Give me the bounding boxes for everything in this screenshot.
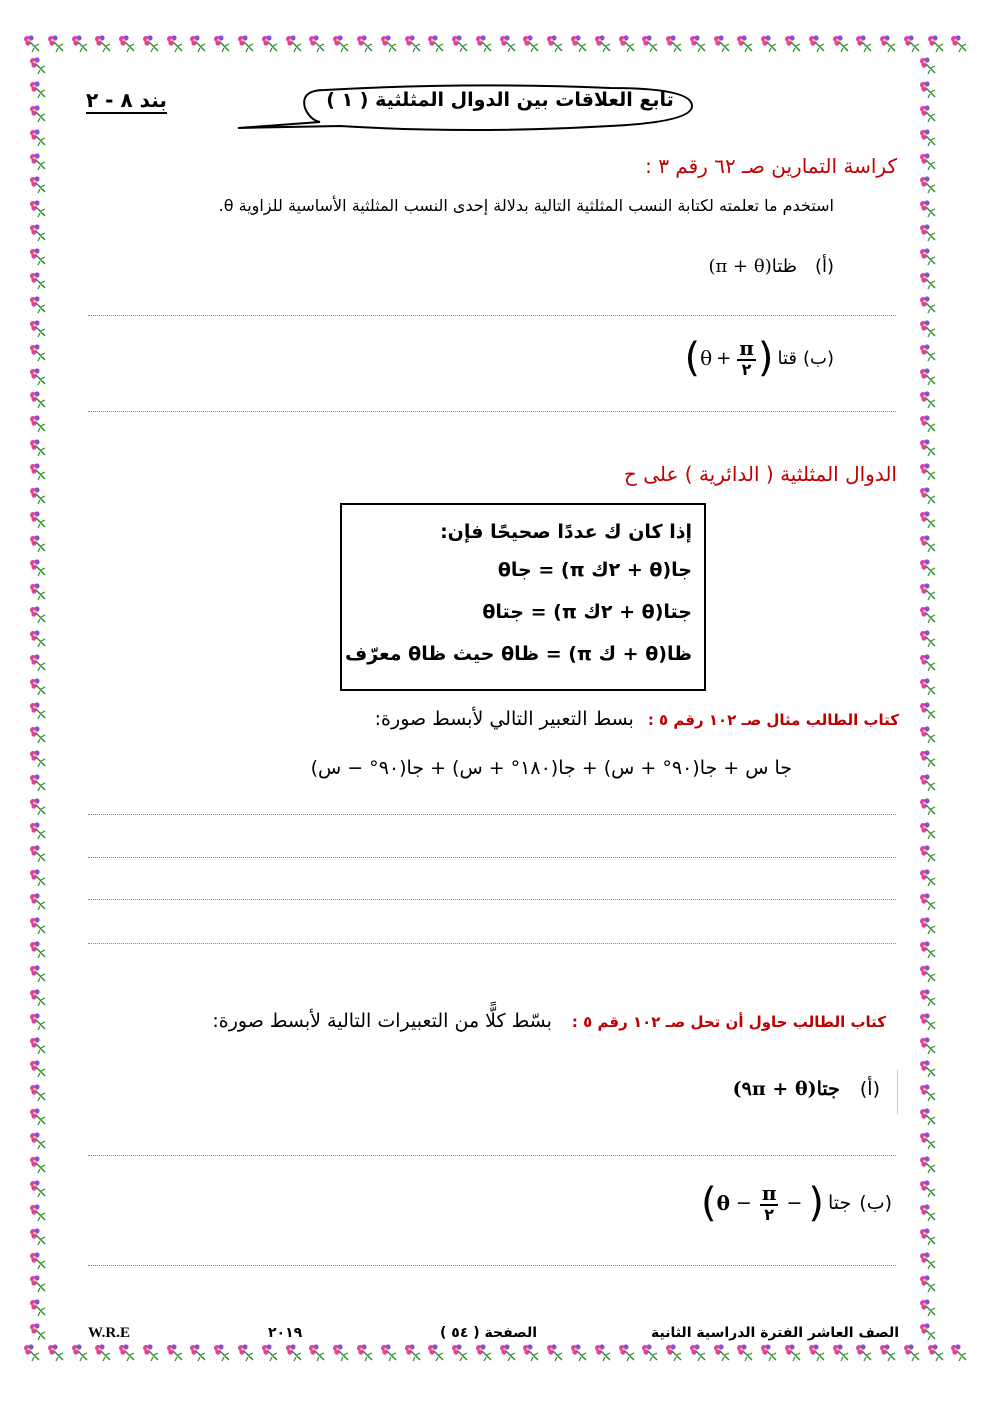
- flower-ornament-icon: [918, 1012, 938, 1032]
- flower-ornament-icon: [521, 34, 541, 54]
- flower-ornament-icon: [918, 797, 938, 817]
- flower-ornament-icon: [403, 34, 423, 54]
- flower-ornament-icon: [28, 964, 48, 984]
- answer-line: [88, 943, 896, 944]
- flower-ornament-icon: [28, 1036, 48, 1056]
- identity-line: إذا كان ك عددًا صحيحًا فإن:: [440, 521, 692, 543]
- page-border-left: [28, 56, 50, 1343]
- flower-ornament-icon: [28, 988, 48, 1008]
- flower-ornament-icon: [918, 725, 938, 745]
- flower-ornament-icon: [28, 605, 48, 625]
- item-a-label: (أ): [814, 256, 834, 277]
- flower-ornament-icon: [212, 34, 232, 54]
- flower-ornament-icon: [918, 271, 938, 291]
- flower-ornament-icon: [28, 175, 48, 195]
- page-border-bottom: [22, 1343, 970, 1365]
- example-instruction: بسط التعبير التالي لأبسط صورة:: [374, 708, 634, 730]
- flower-ornament-icon: [759, 1343, 779, 1363]
- flower-ornament-icon: [28, 390, 48, 410]
- flower-ornament-icon: [918, 343, 938, 363]
- flower-ornament-icon: [70, 34, 90, 54]
- flower-ornament-icon: [28, 1227, 48, 1247]
- flower-ornament-icon: [28, 1274, 48, 1294]
- flower-ornament-icon: [28, 940, 48, 960]
- flower-ornament-icon: [854, 34, 874, 54]
- flower-ornament-icon: [28, 558, 48, 578]
- flower-ornament-icon: [918, 1083, 938, 1103]
- try-item-a-expression: جتا(θ + ٩π): [732, 1078, 840, 1100]
- flower-ornament-icon: [918, 605, 938, 625]
- flower-ornament-icon: [949, 1343, 969, 1363]
- flower-ornament-icon: [28, 1083, 48, 1103]
- flower-ornament-icon: [93, 1343, 113, 1363]
- flower-ornament-icon: [117, 34, 137, 54]
- flower-ornament-icon: [918, 56, 938, 76]
- flower-ornament-icon: [498, 34, 518, 54]
- flower-ornament-icon: [831, 1343, 851, 1363]
- flower-ornament-icon: [236, 34, 256, 54]
- identity-line: جتا(θ + ٢ك π) = جتاθ: [482, 601, 692, 623]
- flower-ornament-icon: [918, 104, 938, 124]
- answer-line: [88, 315, 896, 316]
- page-border-top: [22, 34, 970, 56]
- item-a-expression: ظتا(π + θ): [708, 256, 797, 277]
- flower-ornament-icon: [28, 1155, 48, 1175]
- footer-page: الصفحة ( ٥٤ ): [440, 1325, 538, 1341]
- flower-ornament-icon: [918, 1179, 938, 1199]
- flower-ornament-icon: [735, 34, 755, 54]
- flower-ornament-icon: [918, 1274, 938, 1294]
- flower-ornament-icon: [854, 1343, 874, 1363]
- flower-ornament-icon: [117, 1343, 137, 1363]
- flower-ornament-icon: [617, 1343, 637, 1363]
- flower-ornament-icon: [28, 1203, 48, 1223]
- flower-ornament-icon: [28, 773, 48, 793]
- flower-ornament-icon: [28, 701, 48, 721]
- flower-ornament-icon: [949, 34, 969, 54]
- margin-mark: [897, 1070, 898, 1114]
- flower-ornament-icon: [918, 964, 938, 984]
- fraction: $\frac{\pi}{٢}$: [739, 336, 754, 379]
- flower-ornament-icon: [28, 271, 48, 291]
- flower-ornament-icon: [28, 1059, 48, 1079]
- answer-line: [88, 899, 896, 900]
- flower-ornament-icon: [450, 34, 470, 54]
- flower-ornament-icon: [569, 1343, 589, 1363]
- flower-ornament-icon: [426, 1343, 446, 1363]
- flower-ornament-icon: [260, 34, 280, 54]
- example-row: [375, 708, 899, 730]
- flower-ornament-icon: [188, 34, 208, 54]
- flower-ornament-icon: [331, 34, 351, 54]
- flower-ornament-icon: [28, 1107, 48, 1127]
- flower-ornament-icon: [918, 319, 938, 339]
- example-source: كتاب الطالب مثال صـ ١٠٢ رقم ٥ :: [647, 711, 899, 729]
- flower-ornament-icon: [918, 844, 938, 864]
- flower-ornament-icon: [307, 1343, 327, 1363]
- flower-ornament-icon: [28, 916, 48, 936]
- flower-ornament-icon: [918, 438, 938, 458]
- flower-ornament-icon: [28, 1012, 48, 1032]
- flower-ornament-icon: [735, 1343, 755, 1363]
- flower-ornament-icon: [831, 34, 851, 54]
- flower-ornament-icon: [918, 892, 938, 912]
- flower-ornament-icon: [918, 1298, 938, 1318]
- flower-ornament-icon: [355, 34, 375, 54]
- flower-ornament-icon: [918, 128, 938, 148]
- flower-ornament-icon: [664, 34, 684, 54]
- answer-line: [88, 814, 896, 815]
- flower-ornament-icon: [28, 653, 48, 673]
- flower-ornament-icon: [926, 1343, 946, 1363]
- workbook-item-a: [708, 256, 834, 277]
- flower-ornament-icon: [918, 582, 938, 602]
- flower-ornament-icon: [260, 1343, 280, 1363]
- flower-ornament-icon: [28, 797, 48, 817]
- flower-ornament-icon: [22, 34, 42, 54]
- flower-ornament-icon: [918, 940, 938, 960]
- answer-line: [88, 857, 896, 858]
- flower-ornament-icon: [498, 1343, 518, 1363]
- answer-line: [88, 1155, 896, 1156]
- flower-ornament-icon: [902, 34, 922, 54]
- flower-ornament-icon: [918, 462, 938, 482]
- page-border-right: [918, 56, 940, 1343]
- flower-ornament-icon: [28, 56, 48, 76]
- flower-ornament-icon: [918, 1227, 938, 1247]
- flower-ornament-icon: [918, 821, 938, 841]
- flower-ornament-icon: [28, 414, 48, 434]
- flower-ornament-icon: [28, 821, 48, 841]
- item-b-expression: ( θ + $\frac{\pi}{٢}$ ) قتا: [684, 335, 797, 381]
- flower-ornament-icon: [28, 749, 48, 769]
- flower-ornament-icon: [28, 1131, 48, 1151]
- flower-ornament-icon: [918, 868, 938, 888]
- flower-ornament-icon: [918, 1059, 938, 1079]
- example-expression: جا س + جا(٩٠° + س) + جا(١٨٠° + س) + جا(٩٠° − س): [310, 757, 792, 779]
- flower-ornament-icon: [236, 1343, 256, 1363]
- flower-ornament-icon: [918, 916, 938, 936]
- answer-line: [88, 1265, 896, 1266]
- flower-ornament-icon: [640, 1343, 660, 1363]
- flower-ornament-icon: [28, 725, 48, 745]
- flower-ornament-icon: [28, 462, 48, 482]
- flower-ornament-icon: [28, 1322, 48, 1342]
- flower-ornament-icon: [878, 34, 898, 54]
- flower-ornament-icon: [28, 295, 48, 315]
- flower-ornament-icon: [918, 1036, 938, 1056]
- flower-ornament-icon: [165, 34, 185, 54]
- flower-ornament-icon: [918, 773, 938, 793]
- flower-ornament-icon: [28, 343, 48, 363]
- flower-ornament-icon: [28, 1298, 48, 1318]
- flower-ornament-icon: [545, 34, 565, 54]
- flower-ornament-icon: [918, 247, 938, 267]
- flower-ornament-icon: [28, 629, 48, 649]
- flower-ornament-icon: [28, 223, 48, 243]
- flower-ornament-icon: [918, 629, 938, 649]
- flower-ornament-icon: [783, 1343, 803, 1363]
- answer-line: [88, 411, 896, 412]
- try-instruction: بسّط كلًّا من التعبيرات التالية لأبسط صورة:: [212, 1010, 552, 1032]
- flower-ornament-icon: [918, 1107, 938, 1127]
- flower-ornament-icon: [918, 534, 938, 554]
- flower-ornament-icon: [617, 34, 637, 54]
- flower-ornament-icon: [46, 1343, 66, 1363]
- flower-ornament-icon: [28, 892, 48, 912]
- flower-ornament-icon: [918, 223, 938, 243]
- flower-ornament-icon: [165, 1343, 185, 1363]
- flower-ornament-icon: [28, 80, 48, 100]
- flower-ornament-icon: [70, 1343, 90, 1363]
- flower-ornament-icon: [918, 653, 938, 673]
- flower-ornament-icon: [926, 34, 946, 54]
- flower-ornament-icon: [450, 1343, 470, 1363]
- flower-ornament-icon: [284, 34, 304, 54]
- flower-ornament-icon: [918, 390, 938, 410]
- identity-line: ظا(θ + ك π) = ظاθ حيث ظاθ معرّف: [345, 643, 692, 665]
- flower-ornament-icon: [28, 510, 48, 530]
- flower-ornament-icon: [902, 1343, 922, 1363]
- flower-ornament-icon: [759, 34, 779, 54]
- flower-ornament-icon: [141, 1343, 161, 1363]
- flower-ornament-icon: [28, 128, 48, 148]
- flower-ornament-icon: [918, 749, 938, 769]
- try-item-b-label: (ب): [859, 1192, 892, 1214]
- flower-ornament-icon: [212, 1343, 232, 1363]
- flower-ornament-icon: [918, 558, 938, 578]
- flower-ornament-icon: [188, 1343, 208, 1363]
- footer-year: ٢٠١٩: [268, 1325, 303, 1341]
- flower-ornament-icon: [664, 1343, 684, 1363]
- flower-ornament-icon: [918, 1251, 938, 1271]
- flower-ornament-icon: [918, 414, 938, 434]
- flower-ornament-icon: [28, 582, 48, 602]
- flower-ornament-icon: [93, 34, 113, 54]
- flower-ornament-icon: [545, 1343, 565, 1363]
- flower-ornament-icon: [28, 1251, 48, 1271]
- flower-ornament-icon: [474, 34, 494, 54]
- footer-author: W.R.E: [88, 1325, 130, 1341]
- flower-ornament-icon: [28, 247, 48, 267]
- flower-ornament-icon: [918, 199, 938, 219]
- flower-ornament-icon: [918, 1155, 938, 1175]
- flower-ornament-icon: [403, 1343, 423, 1363]
- flower-ornament-icon: [918, 988, 938, 1008]
- try-item-b-expression: ( θ − $\frac{\pi}{٢}$ − ) جتا: [700, 1180, 852, 1226]
- flower-ornament-icon: [426, 34, 446, 54]
- flower-ornament-icon: [28, 1179, 48, 1199]
- flower-ornament-icon: [807, 34, 827, 54]
- flower-ornament-icon: [331, 1343, 351, 1363]
- item-b-label: (ب): [803, 347, 834, 369]
- workbook-instruction: استخدم ما تعلمته لكتابة النسب المثلثية التالية بدلالة إحدى النسب المثلثية الأساسية للزاوية θ.: [218, 196, 834, 215]
- flower-ornament-icon: [918, 367, 938, 387]
- flower-ornament-icon: [28, 486, 48, 506]
- flower-ornament-icon: [28, 199, 48, 219]
- flower-ornament-icon: [593, 34, 613, 54]
- flower-ornament-icon: [28, 367, 48, 387]
- flower-ornament-icon: [918, 677, 938, 697]
- flower-ornament-icon: [918, 486, 938, 506]
- flower-ornament-icon: [28, 534, 48, 554]
- flower-ornament-icon: [307, 34, 327, 54]
- footer-grade: الصف العاشر الفترة الدراسية الثانية: [651, 1325, 899, 1341]
- section-ref: بند ٨ - ٢: [86, 88, 167, 112]
- workbook-heading: كراسة التمارين صـ ٦٢ رقم ٣ :: [645, 154, 897, 178]
- flower-ornament-icon: [46, 34, 66, 54]
- flower-ornament-icon: [688, 34, 708, 54]
- flower-ornament-icon: [918, 1131, 938, 1151]
- try-item-a: [733, 1078, 880, 1100]
- page-title: تابع العلاقات بين الدوال المثلثية ( ١ ): [326, 89, 674, 111]
- fraction: $\frac{\pi}{٢}$: [761, 1181, 777, 1224]
- flower-ornament-icon: [783, 34, 803, 54]
- flower-ornament-icon: [474, 1343, 494, 1363]
- flower-ornament-icon: [918, 175, 938, 195]
- flower-ornament-icon: [918, 295, 938, 315]
- flower-ornament-icon: [918, 510, 938, 530]
- flower-ornament-icon: [918, 1322, 938, 1342]
- flower-ornament-icon: [284, 1343, 304, 1363]
- identity-line: جا(θ + ٢ك π) = جاθ: [497, 559, 692, 581]
- flower-ornament-icon: [379, 34, 399, 54]
- try-item-a-label: (أ): [859, 1078, 880, 1100]
- flower-ornament-icon: [712, 1343, 732, 1363]
- flower-ornament-icon: [807, 1343, 827, 1363]
- flower-ornament-icon: [28, 319, 48, 339]
- flower-ornament-icon: [640, 34, 660, 54]
- flower-ornament-icon: [141, 34, 161, 54]
- identity-box: [340, 503, 706, 691]
- flower-ornament-icon: [28, 104, 48, 124]
- flower-ornament-icon: [521, 1343, 541, 1363]
- flower-ornament-icon: [688, 1343, 708, 1363]
- flower-ornament-icon: [593, 1343, 613, 1363]
- try-item-b: [700, 1180, 892, 1226]
- try-source: كتاب الطالب حاول أن تحل صـ ١٠٢ رقم ٥ :: [571, 1013, 886, 1031]
- flower-ornament-icon: [918, 1203, 938, 1223]
- workbook-item-b: [684, 335, 834, 381]
- flower-ornament-icon: [918, 152, 938, 172]
- try-row: [212, 1010, 886, 1032]
- flower-ornament-icon: [28, 438, 48, 458]
- circular-heading: الدوال المثلثية ( الدائرية ) على ح: [623, 462, 897, 486]
- flower-ornament-icon: [28, 844, 48, 864]
- flower-ornament-icon: [355, 1343, 375, 1363]
- flower-ornament-icon: [918, 80, 938, 100]
- flower-ornament-icon: [22, 1343, 42, 1363]
- flower-ornament-icon: [712, 34, 732, 54]
- flower-ornament-icon: [878, 1343, 898, 1363]
- flower-ornament-icon: [918, 701, 938, 721]
- flower-ornament-icon: [28, 677, 48, 697]
- flower-ornament-icon: [28, 868, 48, 888]
- flower-ornament-icon: [28, 152, 48, 172]
- flower-ornament-icon: [569, 34, 589, 54]
- flower-ornament-icon: [379, 1343, 399, 1363]
